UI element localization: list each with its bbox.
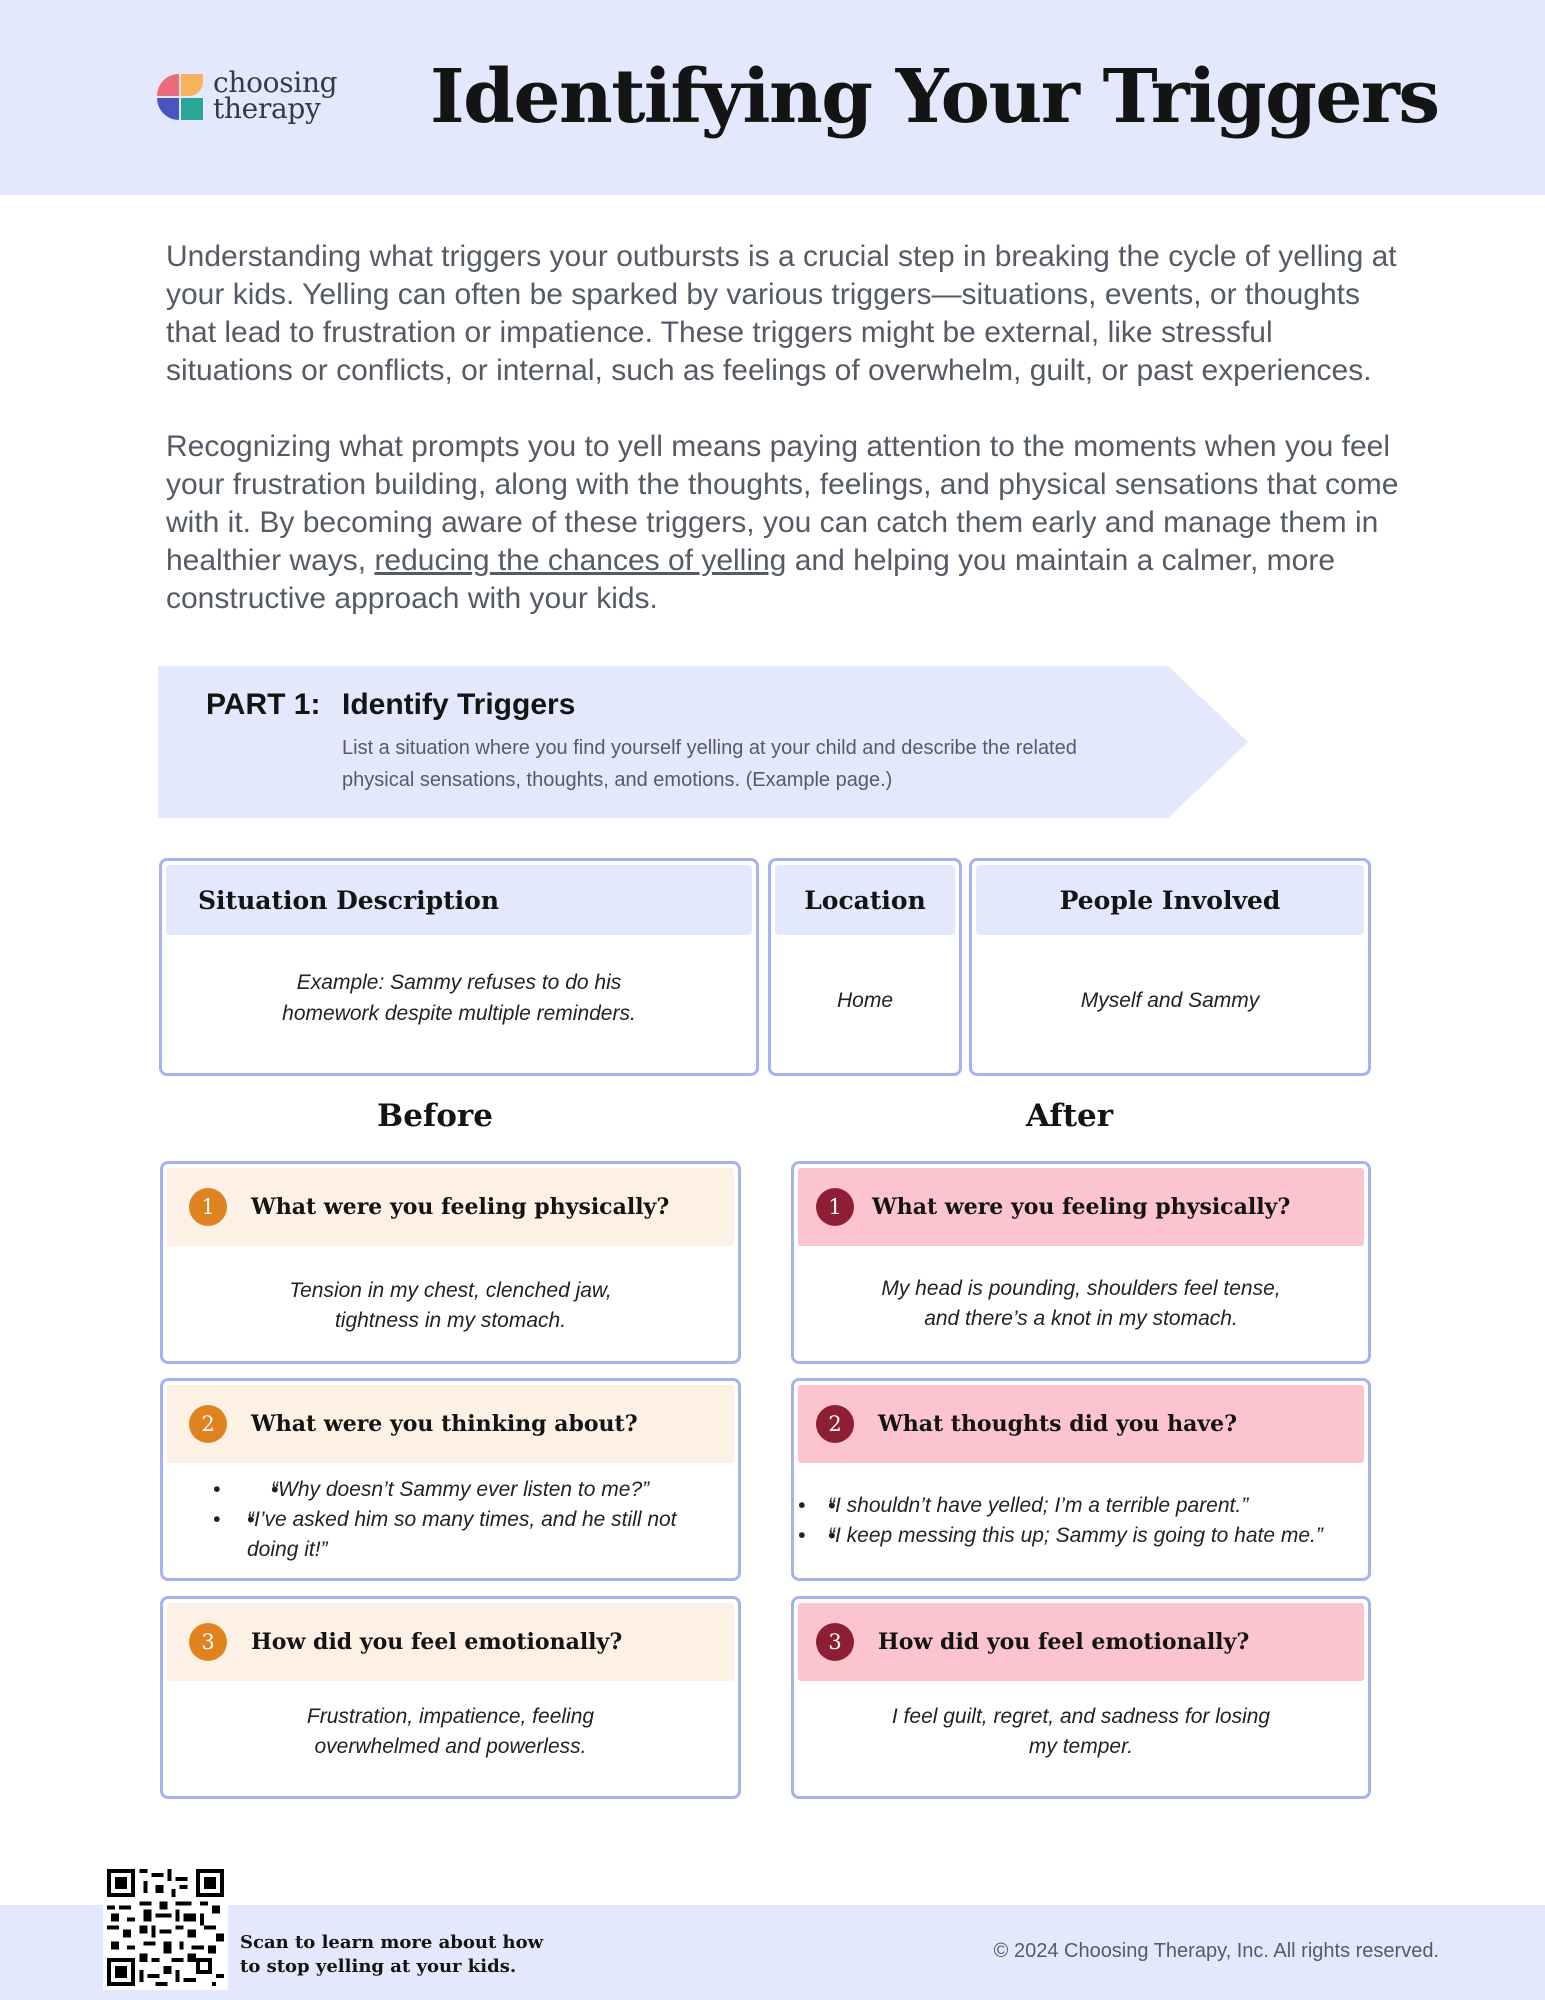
intro-paragraph-1: Understanding what triggers your outbursts is a crucial step in breaking the cycle of yelling at your kids. Yelling can often be sparked by various triggers—situations, events, or thoughts that lead to frustration or impatience. These triggers might be external, like stressful situations or conflicts, or internal, such as feelings of overwhelm, guilt, or past experiences. [166,240,1397,387]
after-title: After [1025,1098,1114,1134]
situation-description-value: Example: Sammy refuses to do his homework despite multiple reminders. [282,971,636,1025]
before-emotions-question: How did you feel emotionally? [251,1629,623,1655]
part-label: PART 1: [206,688,321,721]
qr-code-icon [107,1869,224,1986]
before-physical-box [160,1161,741,1364]
before-title: Before [377,1098,493,1134]
after-physical-answer: My head is pounding, shoulders feel tense, and there’s a knot in my stomach. [881,1277,1281,1330]
location-value: Home [836,989,894,1012]
before-emotions-answer: Frustration, impatience, feeling overwhelmed and powerless. [306,1705,595,1758]
situation-description-header: Situation Description [166,865,752,935]
yelling-link[interactable]: reducing the chances of yelling [374,544,787,577]
before-thoughts-header [167,1385,734,1463]
before-thoughts-answer [213,1475,698,1565]
after-thoughts-box [791,1378,1371,1581]
copyright-notice: © 2024 Choosing Therapy, Inc. All rights reserved. [993,1940,1439,1962]
before-emotions-box [160,1596,741,1799]
before-emotions-header [167,1603,734,1681]
before-physical-header [167,1168,734,1246]
after-physical-box [791,1161,1371,1364]
choosing-therapy-logo[interactable] [155,66,338,126]
after-emotions-answer: I feel guilt, regret, and sadness for losing my temper. [891,1705,1271,1758]
people-involved-header: People Involved [976,865,1364,935]
people-involved-value: Myself and Sammy [1080,989,1260,1012]
before-thoughts-question: What were you thinking about? [251,1411,638,1437]
part-title: Identify Triggers [342,688,576,721]
after-emotions-box [791,1596,1371,1799]
footer-call-to-action: Scan to learn more about how to stop yelling at your kids. [240,1932,544,1977]
location-box [768,858,962,1076]
before-thought-1: • • “Why doesn’t Sammy ever listen to me?” [213,1475,698,1505]
after-thoughts-header [798,1385,1364,1463]
step-2-badge: 2 [189,1405,227,1443]
step-2-badge: 2 [816,1405,854,1443]
after-physical-question: What were you feeling physically? [872,1194,1291,1220]
before-thought-2: • • “I’ve asked him so many times, and he still not doing it!” [213,1505,698,1565]
intro-paragraph-2: Recognizing what prompts you to yell means paying attention to the moments when you feel your frustration building, along with the thoughts, feelings, and physical sensations that come with it. By becoming aware of these triggers, you can catch them early and manage them in healthier ways, reducing the chances of yelling and helping you maintain a calmer, more constructive approach with your kids. [166,430,1399,615]
people-involved-box [969,858,1371,1076]
logo-wordmark: choosing therapy [213,66,338,125]
step-3-badge: 3 [189,1623,227,1661]
after-thought-2: • • “I keep messing this up; Sammy is going to hate me.” [798,1521,1360,1551]
before-physical-answer: Tension in my chest, clenched jaw, tightness in my stomach. [289,1279,612,1332]
after-emotions-question: How did you feel emotionally? [878,1629,1250,1655]
page-title: Identifying Your Triggers [430,54,1439,140]
part-description: List a situation where you find yourself yelling at your child and describe the related physical sensations, thoughts, and emotions. (Example page.) [342,737,1077,791]
step-3-badge: 3 [816,1623,854,1661]
choosing-therapy-logo-icon [155,72,205,122]
after-thoughts-answer [798,1491,1360,1551]
after-emotions-header [798,1603,1364,1681]
intro-text [166,238,1406,656]
part-banner [158,666,1250,818]
before-thoughts-box [160,1378,741,1581]
qr-code[interactable] [103,1865,228,1990]
step-1-badge: 1 [816,1188,854,1226]
step-1-badge: 1 [189,1188,227,1226]
after-thought-1: • • “I shouldn’t have yelled; I’m a terrible parent.” [798,1491,1360,1521]
situation-description-box [159,858,759,1076]
after-physical-header [798,1168,1364,1246]
before-physical-question: What were you feeling physically? [251,1194,670,1220]
after-thoughts-question: What thoughts did you have? [878,1411,1238,1437]
location-header: Location [775,865,955,935]
